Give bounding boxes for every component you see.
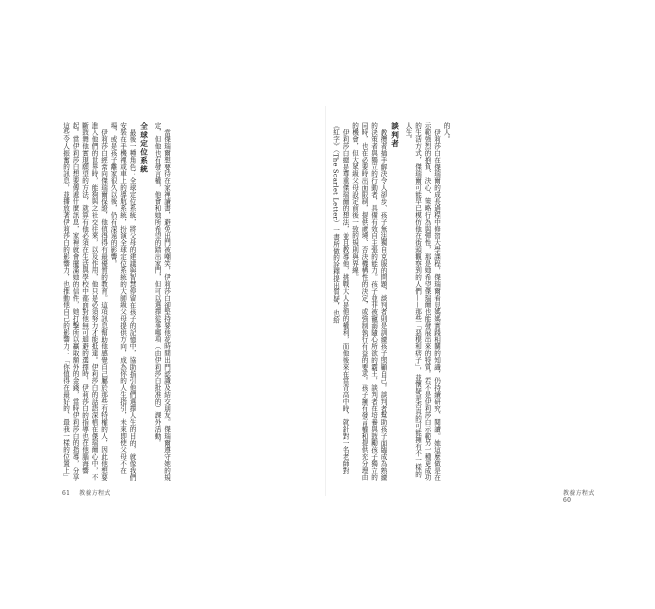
paragraph-5: 最後一種角色：全球定位系統，將父母的建議與智慧停留在孩子的記憶中，協助指引他們選擇人生的目的，就像我們安裝在手機裡或車上的導航系統，扮演全球定位系統的大師級父母提供方向，成為你的人生指引，未來即使父母不在場，或是孩子離家很久以後，仍有深遠的影響。 [109,122,136,481]
left-running-title: 教養方程式 [79,490,111,497]
paragraph-1: 伊莉莎白在傑瑞爾的成長過程中修習大學課程，傑瑞爾看見媽媽實踐相關的知識，仍持續研究、閱讀。她這麼做是在示範強烈的抱負、決心、策略行為與彈性，那是她希望傑瑞爾也能發展出來的特質。若不是伊莉莎白示範另一種更成功的生活方式，傑瑞爾可能早已模仿他在街頭觀察到的人們——那些「惡棍和痞子」，並懷疑是否真的可能擁有不一樣的人生。 [404,122,441,481]
right-running-title: 教養方程式 [563,490,595,497]
section-heading-negotiator: 談判者 [390,122,400,148]
book-spread [45,106,610,504]
paragraph-2: 教攬者插手解決令人卻步、孩子無法獨自克服的問題，談判者則是訓練孩子照顧自己。談判者幫助孩子面臨成為熟練的決策者與獨立的行動者，具備有效自主張的能力。孩子並非被寵溺隨心所欲的霸王，談判者在培養與鼓勵孩子獨立的同時，也在必要時出面限制，提供處境、否決機構性的決定，或強制執行有益的要求。孩子擁有發言權和提供充分理由的機會，但大眾級父母設定前後一致的規則與界線。 [350,122,387,481]
paragraph-4: 當傑瑞爾想要待在家裡讀書，避免出門被嘲笑，伊莉莎白卻堅持要他花時間出門認識及結交朋友。傑瑞爾遵守她的規定，但他也有發言權，他會和她所希望的踏出家門，但可以選擇從事哪項（由伊莉莎白批准的）課外活動。 [153,122,171,481]
right-page-text [330,122,450,482]
left-page-number: 61 [62,490,71,497]
left-page [60,122,318,482]
left-folio [62,488,111,497]
section-heading-gps: 全球定位系統 [139,122,149,174]
paragraph-3: 伊莉莎白總是尊重傑瑞爾的想法，並且教導他，挑戰大人是他的權利，而他後來在當背高中時，就針對一名老師對《紅字》（The Scarlet Letter）一書所做的詮釋提出質疑，也給 [331,122,349,474]
right-page-number: 60 [563,497,572,504]
page-gutter [325,106,326,496]
right-page [330,122,595,482]
right-folio [563,488,610,504]
left-page-text [60,122,171,482]
paragraph-6: 伊莉莎白經常向傑瑞爾保證，他值得得有最優質的教育。這項訊息幫助他感覺自己屬於那些有特權的人，因此他想要進入他們的世界時，能夠與之社交往來，以及作用，他只是必須努力才能抵達。伊莉莎白的話語深植在傑瑞爾心中，不斷鼓舞他實現願望的方法，就算有他必須在生活與學校中都面對他無可迴避的選擇時，伊莉莎白的指導也在他腦海響起。當伊莉莎白想要傳遞什麼訊息，家裡就會擺滿她的信件，她打擊所以贏取額外的金錢，當時伊莉莎白的指導，分享這些令人振奮的訊息，並播放著伊莉莎白的影響力，也推動他自己的影響力：「你值得在最好的、最我一樣的位置上」 [61,122,108,481]
paragraph-intro: 的人。 [442,122,450,143]
